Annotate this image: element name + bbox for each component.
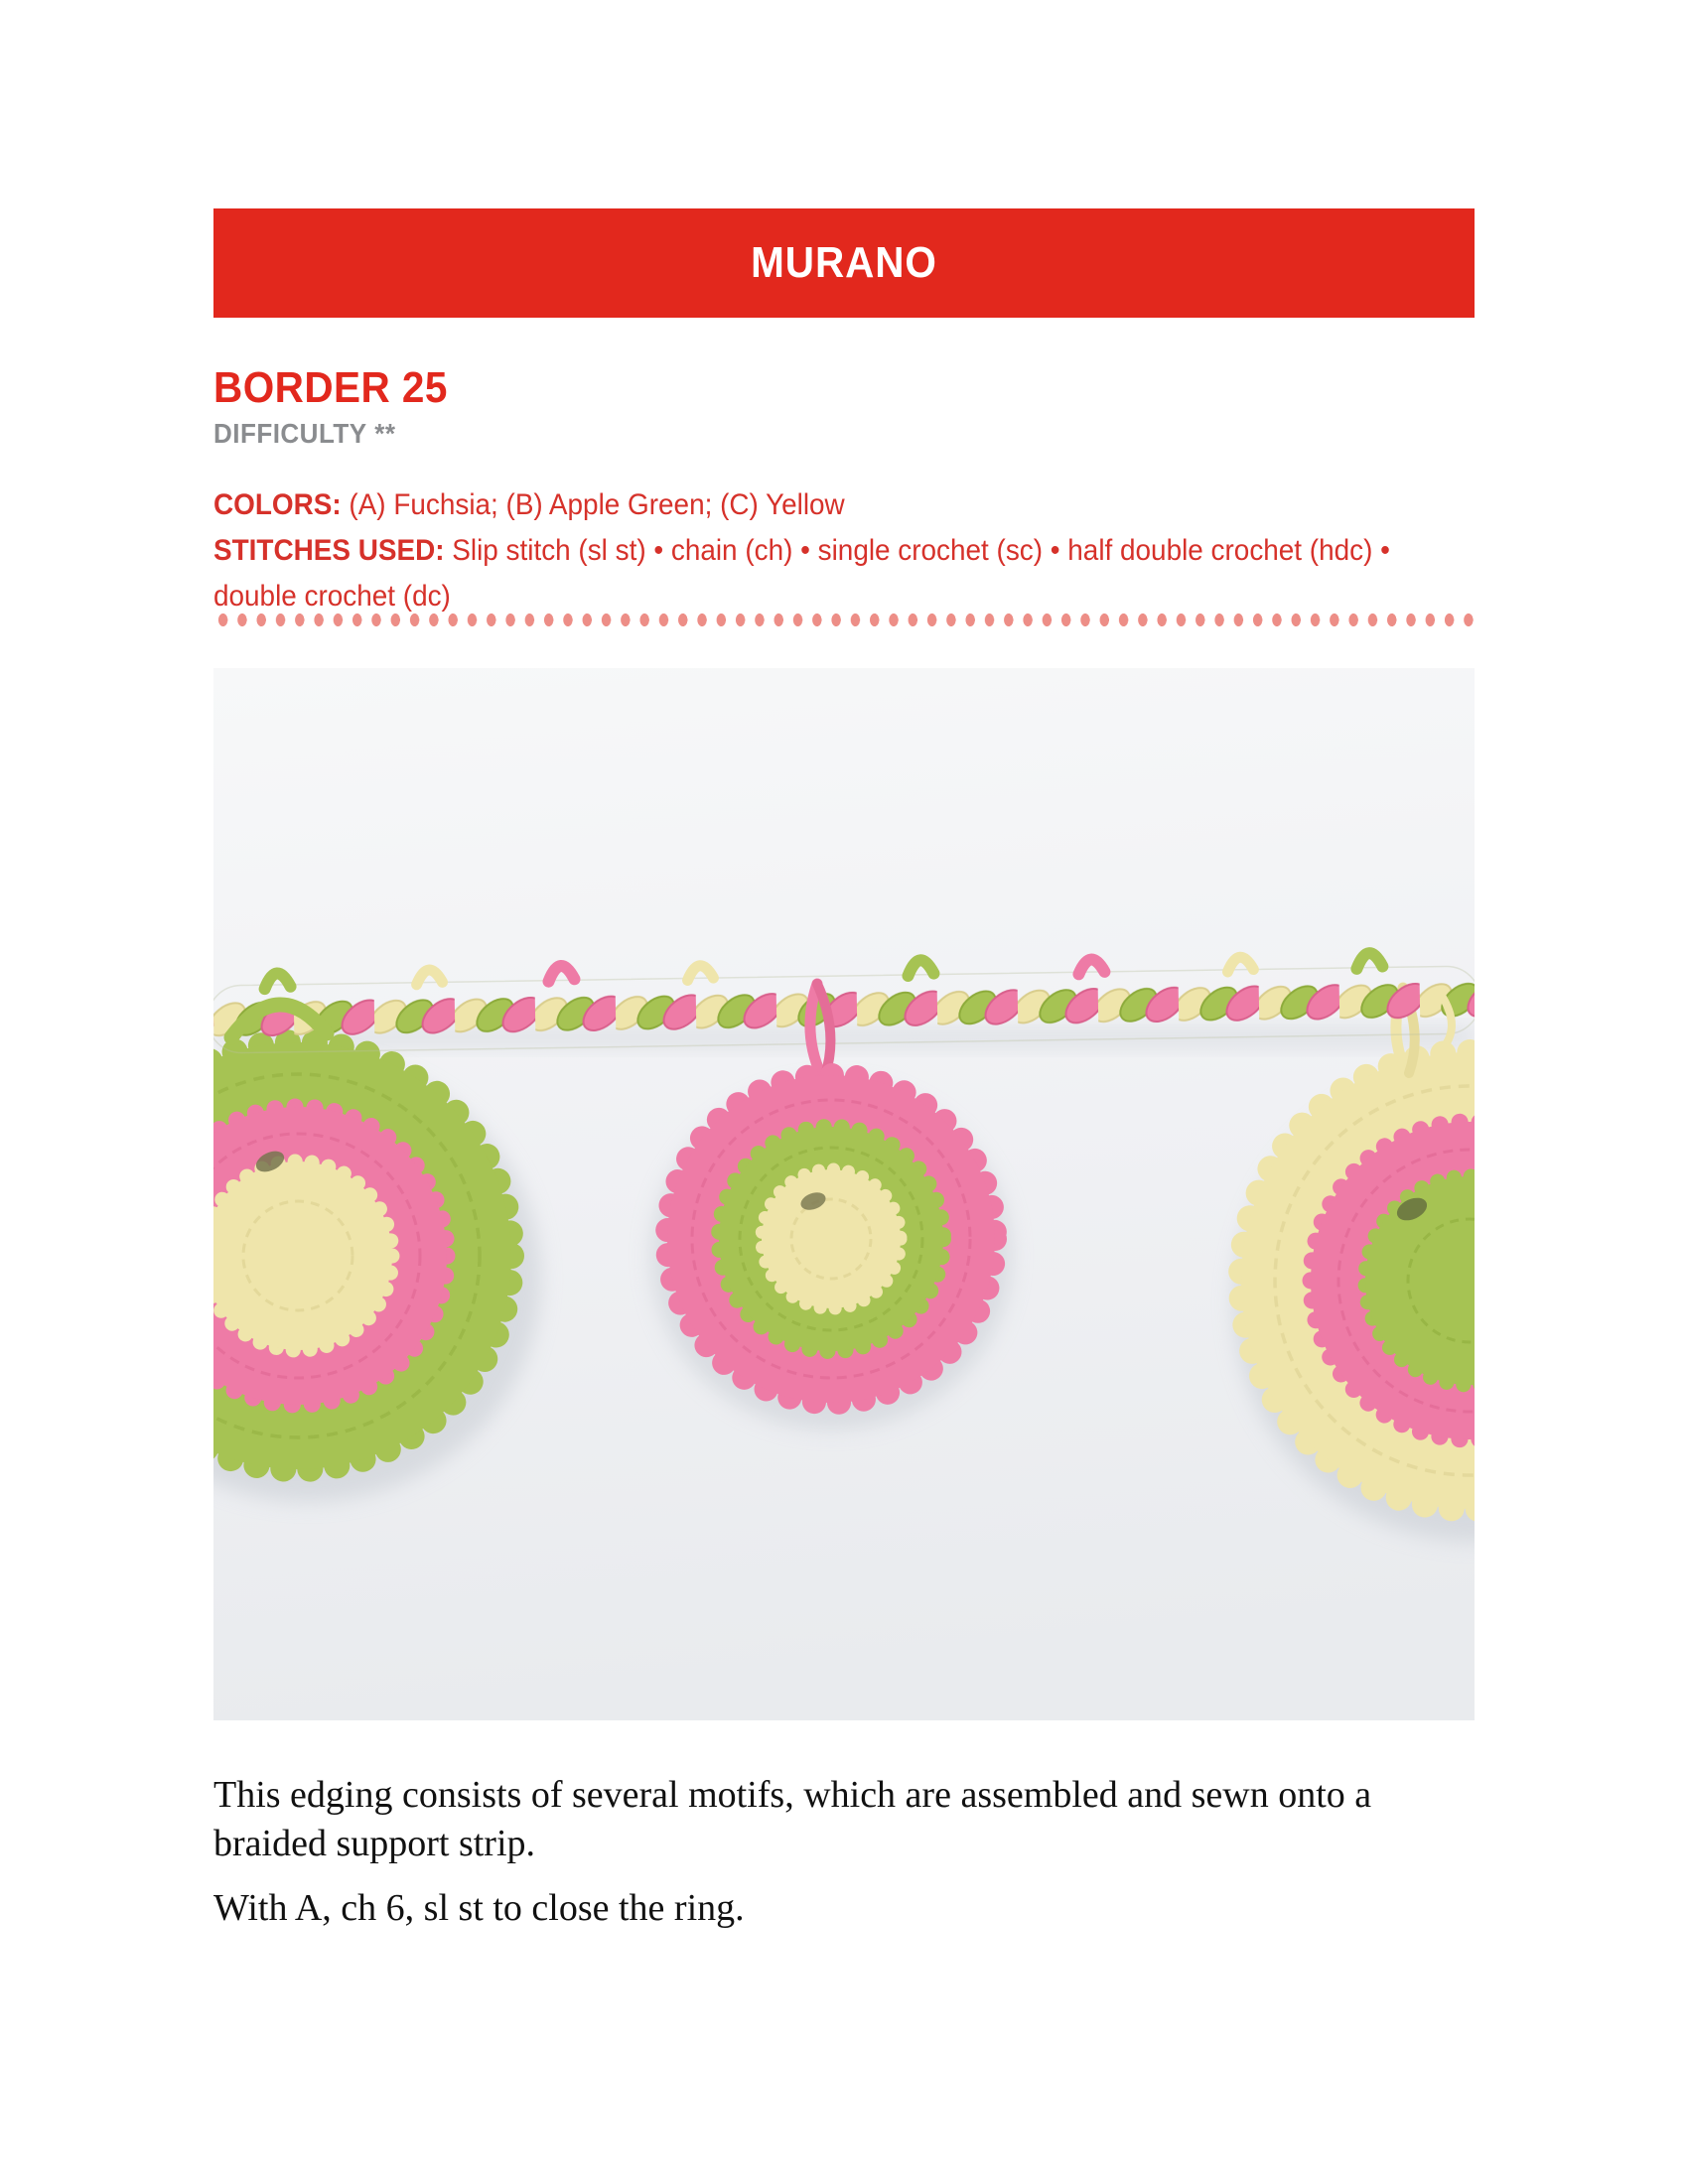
crochet-photo (213, 668, 1475, 1720)
instructions (213, 1771, 1489, 1933)
instructions-paragraph-1: This edging consists of several motifs, which are assembled and sewn onto a braided support strip. (213, 1774, 1372, 1864)
pattern-meta (213, 482, 1477, 619)
colors-label: COLORS: (213, 488, 342, 521)
dotted-divider (213, 613, 1475, 627)
stitches-label: STITCHES USED: (213, 534, 445, 567)
difficulty-label: DIFFICULTY (213, 418, 367, 449)
stitches-line (213, 528, 1477, 619)
page-title: BORDER 25 (213, 363, 448, 412)
colors-line (213, 482, 1477, 528)
difficulty-line (213, 418, 396, 450)
colors-value: (A) Fuchsia; (B) Apple Green; (C) Yellow (341, 488, 845, 521)
stitches-value: Slip stitch (sl st) • chain (ch) • single crochet (sc) • half double crochet (hdc) • double crochet (dc) (213, 534, 1390, 613)
difficulty-stars: ** (374, 418, 396, 449)
chapter-banner (213, 208, 1475, 318)
chapter-title: MURANO (751, 238, 937, 287)
instructions-paragraph-2: With A, ch 6, sl st to close the ring. (213, 1887, 745, 1929)
crochet-photo-drawing (213, 668, 1475, 1720)
